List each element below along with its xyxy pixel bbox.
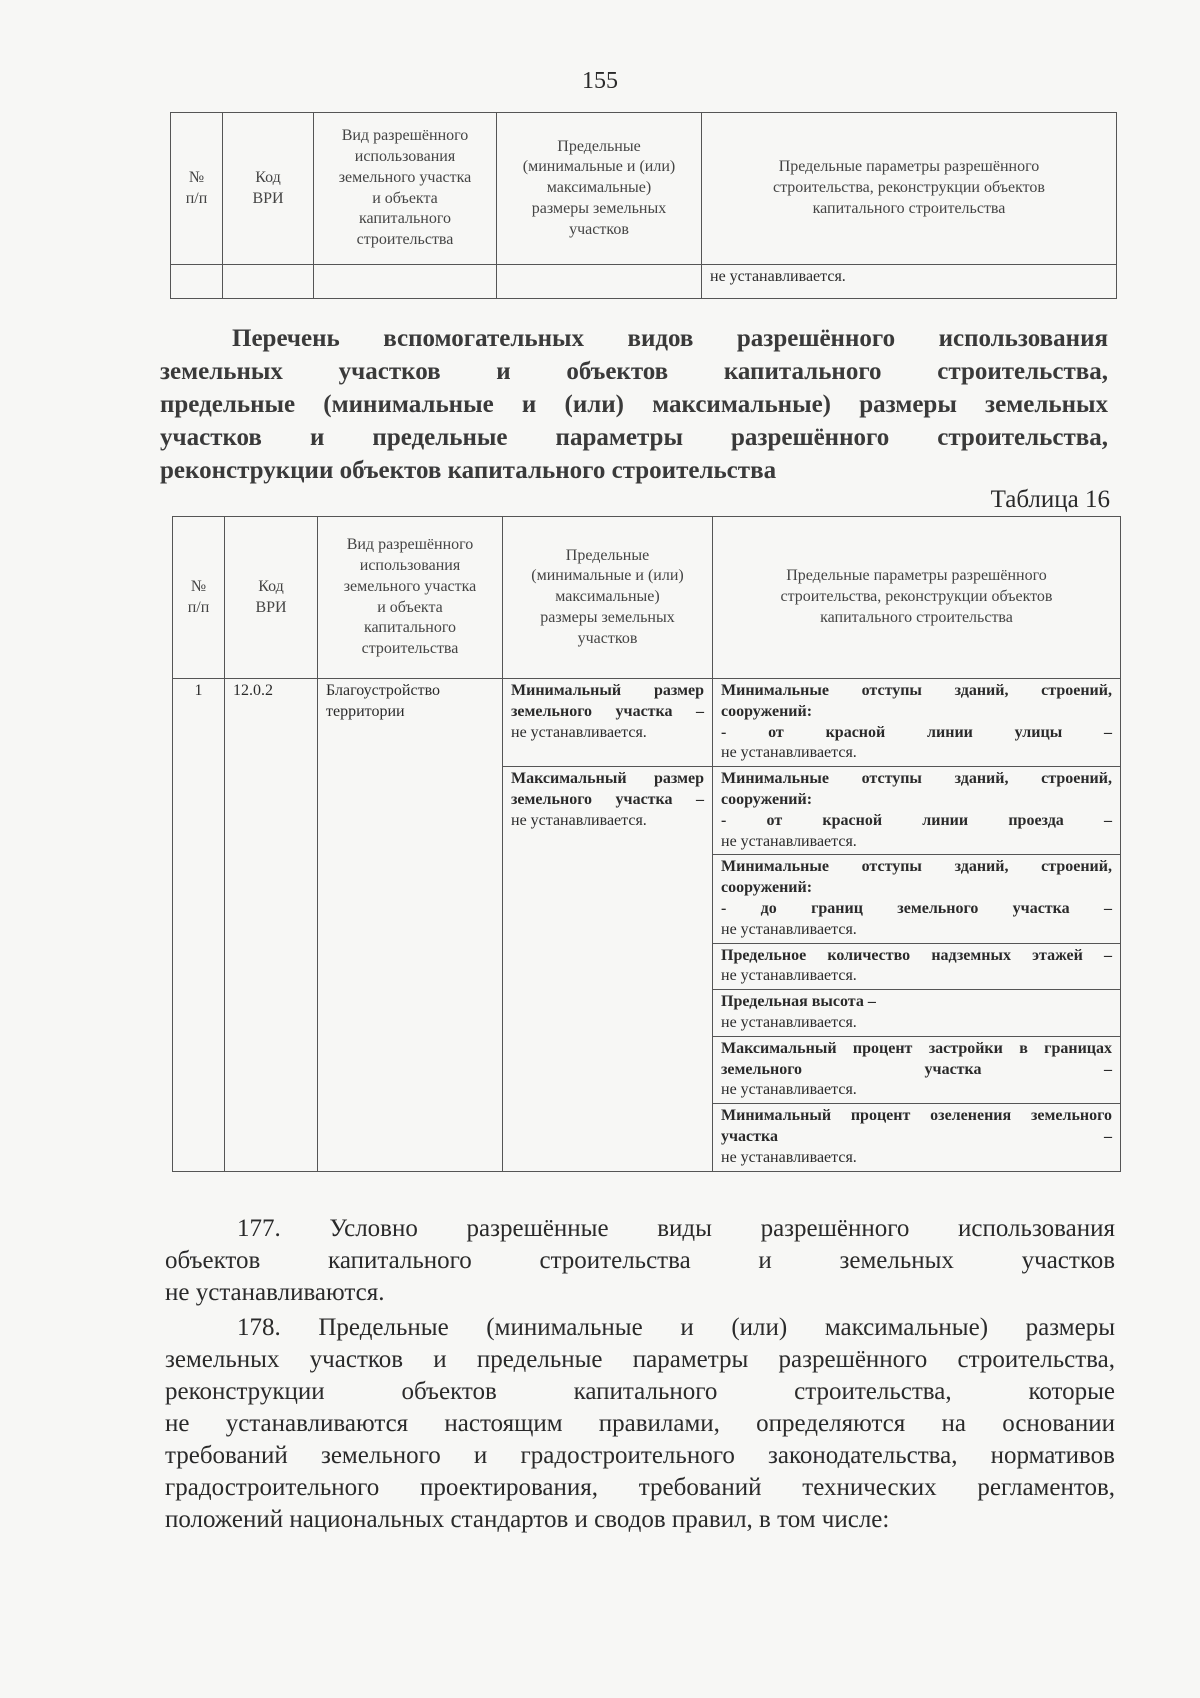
param-detail: - от красной линии проезда – [721,811,1112,829]
page-number: 155 [582,68,618,94]
cell-use-type: Благоустройство территории [318,679,503,1172]
param-label: Минимальный процент озеленения земельного участка – [721,1107,1112,1145]
table-header-row [173,517,1121,679]
header-code: Код ВРИ [223,113,314,265]
param-value: не устанавливается. [721,1013,857,1031]
table-row [171,265,1117,299]
min-size-value: не устанавливается. [511,723,647,741]
table-label: Таблица 16 [990,486,1110,513]
param-value: не устанавливается. [721,744,857,762]
max-size-value: не устанавливается. [511,811,647,829]
cell-param [713,679,1121,767]
table-header-row [171,113,1117,265]
cell-empty [171,265,223,299]
table-16 [172,516,1121,1172]
header-sizes: Предельные (минимальные и (или) максимальные) размеры земельных участков [503,517,713,679]
cell-min-size [503,679,713,767]
heading-line: Перечень вспомогательных видов разрешённого использования [232,325,1108,352]
paragraph-line: объектов капитального строительства и земельных участков [165,1247,1115,1274]
cell-empty [497,265,702,299]
header-num: № п/п [171,113,223,265]
paragraph-line: требований земельного и градостроительного законодательства, нормативов [165,1442,1115,1469]
param-label: Предельное количество надземных этажей – [721,946,1112,964]
header-params: Предельные параметры разрешённого строительства, реконструкции объектов капитального строительства [713,517,1121,679]
heading-line: реконструкции объектов капитального строительства [160,457,777,484]
param-label: Максимальный процент застройки в границах земельного участка – [721,1039,1112,1078]
table-row [173,679,1121,767]
cell-param [713,1036,1121,1103]
header-code: Код ВРИ [225,517,318,679]
continuation-table [170,112,1117,299]
cell-param [713,943,1121,990]
param-label: Минимальные отступы зданий, строений, сооружений: [721,858,1112,897]
param-value: не устанавливается. [721,967,857,985]
paragraph-line: реконструкции объектов капитального строительства, которые [165,1378,1115,1405]
max-size-label: Максимальный размер земельного участка – [511,770,704,808]
cell-row-number: 1 [173,679,225,1172]
paragraph-178 [165,1312,1115,1536]
header-params: Предельные параметры разрешённого строительства, реконструкции объектов капитального строительства [702,113,1117,265]
param-value: не устанавливается. [721,832,857,850]
heading-line: предельные (минимальные и (или) максимальные) размеры земельных [160,391,1108,418]
param-line [721,946,1112,967]
header-type: Вид разрешённого использования земельного участка и объекта капитального строительства [314,113,497,265]
cell-param [713,990,1121,1037]
paragraph-line: не устанавливаются. [165,1279,385,1306]
heading-line: земельных участков и объектов капитального строительства, [160,358,1108,385]
section-heading [160,322,1108,487]
cell-empty [314,265,497,299]
paragraph-line: земельных участков и предельные параметры разрешённого строительства, [165,1346,1115,1373]
cell-param [713,855,1121,943]
cell-continuation-text: не устанавливается. [702,265,1117,299]
header-sizes: Предельные (минимальные и (или) максимальные) размеры земельных участков [497,113,702,265]
param-value: не устанавливается. [721,1081,857,1099]
header-num: № п/п [173,517,225,679]
param-detail: - до границ земельного участка – [721,899,1112,917]
min-size-label: Минимальный размер земельного участка – [511,682,704,720]
cell-param [713,767,1121,855]
paragraph-line: градостроительного проектирования, требований технических регламентов, [165,1474,1115,1501]
param-label: Предельная высота – [721,993,876,1011]
paragraph-line: положений национальных стандартов и сводов правил, в том числе: [165,1506,890,1533]
param-value: не устанавливается. [721,1148,857,1166]
header-type: Вид разрешённого использования земельного участка и объекта капитального строительства [318,517,503,679]
param-label: Минимальные отступы зданий, строений, сооружений: [721,682,1112,720]
param-label: Минимальные отступы зданий, строений, сооружений: [721,770,1112,808]
paragraph-line: 177. Условно разрешённые виды разрешённого использования [237,1215,1115,1242]
cell-empty [223,265,314,299]
paragraph-line: не устанавливаются настоящим правилами, определяются на основании [165,1410,1115,1437]
paragraph-line: 178. Предельные (минимальные и (или) максимальные) размеры [237,1314,1115,1341]
cell-vri-code: 12.0.2 [225,679,318,1172]
paragraph-177 [165,1213,1115,1309]
param-value: не устанавливается. [721,920,857,938]
heading-line: участков и предельные параметры разрешённого строительства, [160,424,1108,451]
cell-max-size [503,767,713,1171]
cell-param [713,1104,1121,1171]
param-detail: - от красной линии улицы – [721,723,1112,741]
